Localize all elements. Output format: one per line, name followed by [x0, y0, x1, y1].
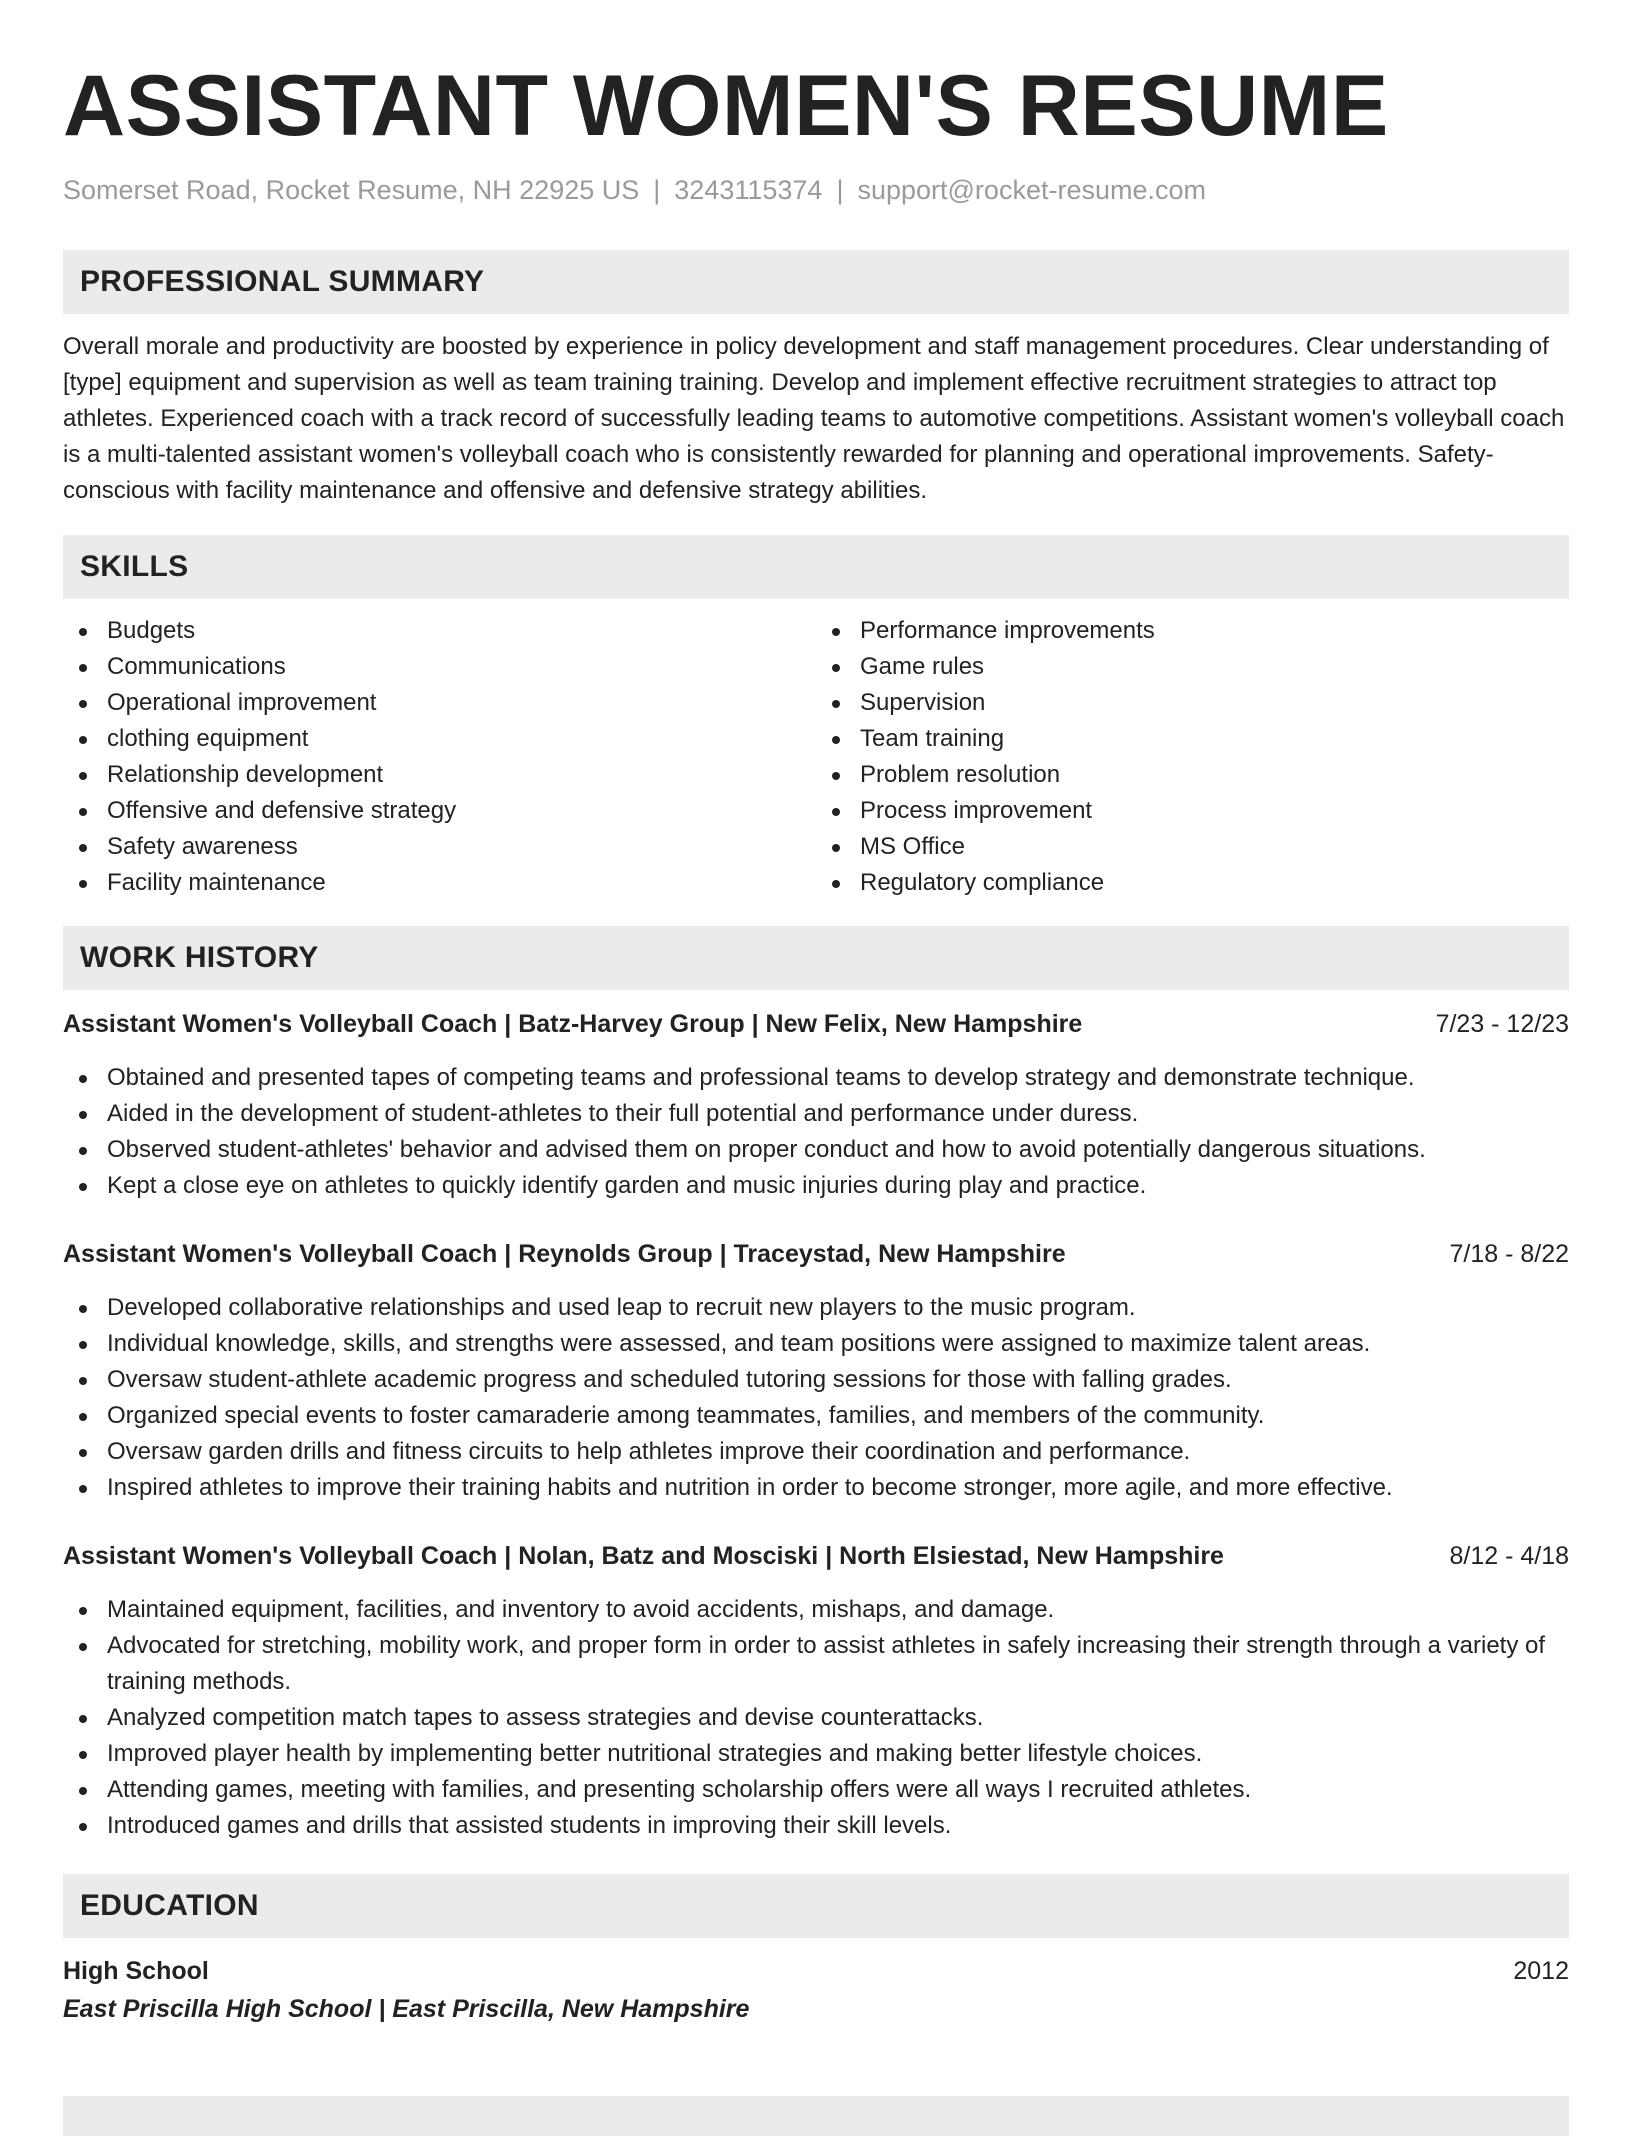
job-bullet	[63, 1398, 1569, 1434]
skill-item	[816, 793, 1569, 829]
skill-label: Offensive and defensive strategy	[107, 797, 457, 824]
bullet-dot	[832, 772, 840, 780]
skill-label: Team training	[860, 725, 1005, 752]
skills-column-right	[816, 613, 1569, 901]
job-bullet-text: Analyzed competition match tapes to assess strategies and devise counterattacks.	[107, 1704, 984, 1731]
job-dates: 8/12 - 4/18	[1449, 1542, 1569, 1570]
bullet-dot	[79, 664, 87, 672]
bullet-dot	[832, 628, 840, 636]
contact-line	[63, 170, 1569, 210]
skill-item	[816, 757, 1569, 793]
job-title: Assistant Women's Volleyball Coach | Reynolds Group | Traceystad, New Hampshire	[63, 1240, 1066, 1268]
job-dates: 7/18 - 8/22	[1449, 1240, 1569, 1268]
bullet-dot	[79, 1075, 87, 1083]
job-bullets	[63, 1290, 1569, 1506]
skill-item	[63, 865, 816, 901]
job-bullet	[63, 1772, 1569, 1808]
section-heading-next	[63, 2096, 1569, 2136]
job-header	[63, 1538, 1569, 1574]
job-bullet-text: Inspired athletes to improve their training habits and nutrition in order to become stronger, more agile, and more effective.	[107, 1474, 1393, 1501]
skill-label: Process improvement	[860, 797, 1093, 824]
bullet-dot	[79, 1715, 87, 1723]
job-bullet-text: Oversaw student-athlete academic progress and scheduled tutoring sessions for those with falling grades.	[107, 1366, 1232, 1393]
bullet-dot	[79, 844, 87, 852]
skill-item	[816, 829, 1569, 865]
job-header	[63, 1236, 1569, 1272]
job-bullets	[63, 1060, 1569, 1204]
job-bullet	[63, 1362, 1569, 1398]
job-bullet	[63, 1700, 1569, 1736]
skill-label: Relationship development	[107, 761, 384, 788]
job-dates: 7/23 - 12/23	[1435, 1010, 1569, 1038]
skills-list	[63, 613, 1569, 901]
skill-item	[63, 685, 816, 721]
education-degree: High School	[63, 1957, 209, 1985]
bullet-dot	[79, 1751, 87, 1759]
skill-item	[816, 865, 1569, 901]
job-bullet	[63, 1808, 1569, 1844]
bullet-dot	[79, 1787, 87, 1795]
skill-label: Supervision	[860, 689, 986, 716]
job-bullet-text: Maintained equipment, facilities, and inventory to avoid accidents, mishaps, and damage.	[107, 1596, 1055, 1623]
bullet-dot	[79, 1643, 87, 1651]
bullet-dot	[79, 1377, 87, 1385]
job-bullet-text: Kept a close eye on athletes to quickly identify garden and music injuries during play and practice.	[107, 1172, 1147, 1199]
skill-label: Problem resolution	[860, 761, 1061, 788]
bullet-dot	[832, 844, 840, 852]
job-bullet	[63, 1326, 1569, 1362]
contact-phone: 3243115374	[674, 175, 823, 205]
bullet-dot	[79, 1413, 87, 1421]
skill-label: Communications	[107, 653, 286, 680]
skill-item	[816, 649, 1569, 685]
job-entry	[63, 1538, 1569, 1844]
job-bullet-text: Attending games, meeting with families, and presenting scholarship offers were all ways I recruited athletes.	[107, 1776, 1252, 1803]
skill-item	[63, 721, 816, 757]
summary-text: Overall morale and productivity are boosted by experience in policy development and staff management procedures. Clear understanding of [type] equipment and supervision as well as team training training. Develop and implement effective recruitment strategies to attract top athletes. Experienced coach with a track record of successfully leading teams to automotive competitions. Assistant women's volleyball coach is a multi-talented assistant women's volleyball coach who is consistently rewarded for planning and operational improvements. Safety-conscious with facility maintenance and offensive and defensive strategy abilities.	[63, 333, 1565, 504]
bullet-dot	[79, 1485, 87, 1493]
job-bullet	[63, 1168, 1569, 1204]
job-bullet	[63, 1096, 1569, 1132]
job-bullet	[63, 1470, 1569, 1506]
bullet-dot	[832, 736, 840, 744]
contact-address: Somerset Road, Rocket Resume, NH 22925 US	[63, 175, 640, 205]
job-bullet-text: Aided in the development of student-athletes to their full potential and performance under duress.	[107, 1100, 1139, 1127]
job-bullet	[63, 1132, 1569, 1168]
education-school: East Priscilla High School | East Priscilla, New Hampshire	[63, 1995, 750, 2023]
contact-separator: |	[836, 175, 844, 205]
education-year: 2012	[1513, 1957, 1569, 1985]
job-bullet	[63, 1060, 1569, 1096]
job-header	[63, 1006, 1569, 1042]
skill-item	[63, 793, 816, 829]
section-heading-summary: PROFESSIONAL SUMMARY	[63, 250, 1569, 314]
bullet-dot	[79, 1147, 87, 1155]
bullet-dot	[832, 880, 840, 888]
skill-item	[63, 613, 816, 649]
skill-item	[816, 685, 1569, 721]
job-bullet-text: Advocated for stretching, mobility work, and proper form in order to assist athletes in safely increasing their strength through a variety of training methods.	[107, 1632, 1546, 1695]
skills-column-left	[63, 613, 816, 901]
bullet-dot	[79, 880, 87, 888]
skill-item	[816, 721, 1569, 757]
bullet-dot	[79, 1341, 87, 1349]
bullet-dot	[79, 1449, 87, 1457]
bullet-dot	[79, 808, 87, 816]
bullet-dot	[79, 1607, 87, 1615]
job-bullet	[63, 1736, 1569, 1772]
job-entry	[63, 1006, 1569, 1204]
skill-label: Facility maintenance	[107, 869, 326, 896]
bullet-dot	[79, 1305, 87, 1313]
education-entry	[63, 1952, 1569, 2028]
section-heading-skills: SKILLS	[63, 535, 1569, 599]
bullet-dot	[79, 628, 87, 636]
skill-label: Safety awareness	[107, 833, 298, 860]
bullet-dot	[79, 1823, 87, 1831]
skill-item	[63, 829, 816, 865]
skill-label: Regulatory compliance	[860, 869, 1105, 896]
skill-label: Budgets	[107, 617, 196, 644]
contact-email: support@rocket-resume.com	[857, 175, 1206, 205]
bullet-dot	[79, 1111, 87, 1119]
bullet-dot	[79, 736, 87, 744]
job-bullet-text: Individual knowledge, skills, and strengths were assessed, and team positions were assigned to maximize talent areas.	[107, 1330, 1371, 1357]
bullet-dot	[79, 1183, 87, 1191]
job-bullet-text: Improved player health by implementing better nutritional strategies and making better lifestyle choices.	[107, 1740, 1203, 1767]
job-bullet	[63, 1434, 1569, 1470]
bullet-dot	[832, 664, 840, 672]
job-bullet	[63, 1628, 1569, 1700]
job-entry	[63, 1236, 1569, 1506]
skill-label: MS Office	[860, 833, 965, 860]
job-bullet-text: Developed collaborative relationships and used leap to recruit new players to the music program.	[107, 1294, 1136, 1321]
job-bullet-text: Oversaw garden drills and fitness circuits to help athletes improve their coordination and performance.	[107, 1438, 1191, 1465]
skill-item	[816, 613, 1569, 649]
bullet-dot	[79, 700, 87, 708]
skill-label: Game rules	[860, 653, 985, 680]
job-title: Assistant Women's Volleyball Coach | Nolan, Batz and Mosciski | North Elsiestad, New Hampshire	[63, 1542, 1224, 1570]
resume-title: ASSISTANT WOMEN'S RESUME	[63, 58, 1389, 154]
job-bullets	[63, 1592, 1569, 1844]
skill-label: clothing equipment	[107, 725, 309, 752]
section-heading-work-history: WORK HISTORY	[63, 926, 1569, 990]
skill-item	[63, 649, 816, 685]
bullet-dot	[832, 700, 840, 708]
job-bullet	[63, 1592, 1569, 1628]
bullet-dot	[79, 772, 87, 780]
job-bullet-text: Organized special events to foster camaraderie among teammates, families, and members of the community.	[107, 1402, 1265, 1429]
job-bullet	[63, 1290, 1569, 1326]
job-title: Assistant Women's Volleyball Coach | Batz-Harvey Group | New Felix, New Hampshire	[63, 1010, 1083, 1038]
skill-item	[63, 757, 816, 793]
contact-separator: |	[653, 175, 661, 205]
skill-label: Performance improvements	[860, 617, 1155, 644]
section-heading-education: EDUCATION	[63, 1874, 1569, 1938]
bullet-dot	[832, 808, 840, 816]
job-bullet-text: Observed student-athletes' behavior and advised them on proper conduct and how to avoid potentially dangerous situations.	[107, 1136, 1426, 1163]
skill-label: Operational improvement	[107, 689, 377, 716]
job-bullet-text: Introduced games and drills that assisted students in improving their skill levels.	[107, 1812, 952, 1839]
education-header	[63, 1952, 1569, 1990]
job-bullet-text: Obtained and presented tapes of competing teams and professional teams to develop strategy and demonstrate technique.	[107, 1064, 1415, 1091]
